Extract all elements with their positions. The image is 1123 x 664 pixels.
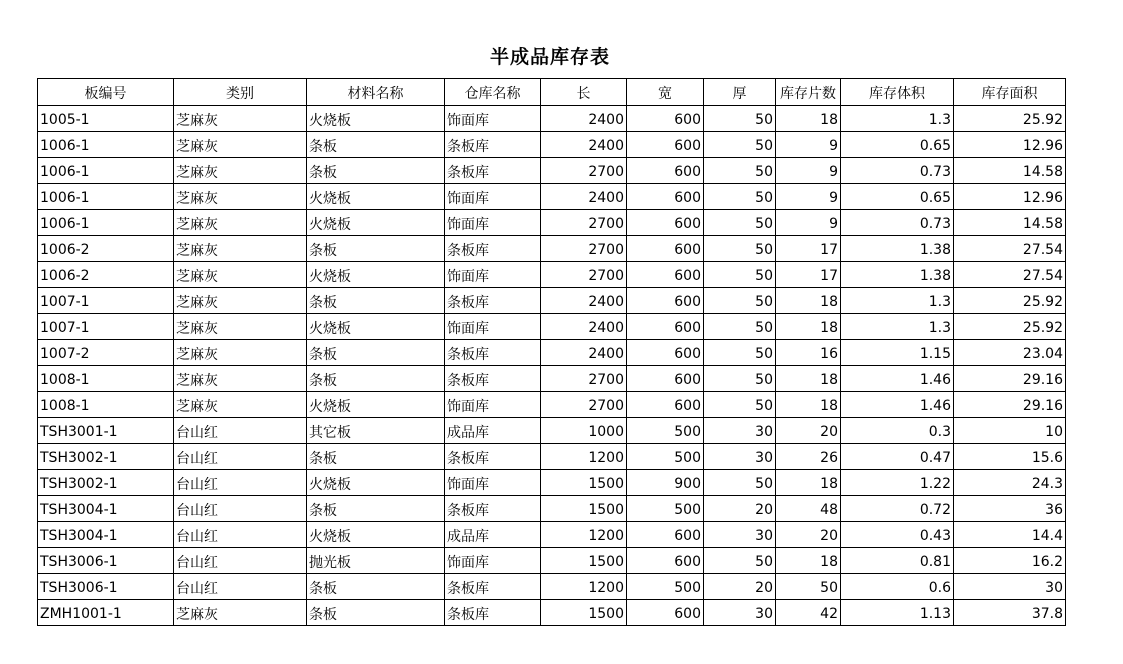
material-name-cell: 火烧板 (307, 470, 445, 496)
thickness-cell: 20 (704, 496, 776, 522)
stock-volume-cell: 1.3 (841, 106, 954, 132)
thickness-cell: 50 (704, 366, 776, 392)
stock-area-cell: 25.92 (954, 314, 1066, 340)
material-name-cell: 条板 (307, 574, 445, 600)
stock-pieces-cell: 9 (776, 158, 841, 184)
stock-area-cell: 14.4 (954, 522, 1066, 548)
category-cell: 台山红 (174, 444, 307, 470)
length-cell: 1500 (541, 548, 627, 574)
board-id-cell: TSH3004-1 (38, 496, 174, 522)
board-id-cell: TSH3006-1 (38, 548, 174, 574)
warehouse-name-cell: 条板库 (445, 158, 541, 184)
stock-area-cell: 10 (954, 418, 1066, 444)
stock-pieces-cell: 18 (776, 314, 841, 340)
stock-area-cell: 25.92 (954, 106, 1066, 132)
warehouse-name-cell: 饰面库 (445, 392, 541, 418)
stock-area-cell: 25.92 (954, 288, 1066, 314)
thickness-cell: 50 (704, 106, 776, 132)
stock-volume-cell: 0.3 (841, 418, 954, 444)
material-name-cell: 火烧板 (307, 106, 445, 132)
thickness-cell: 50 (704, 262, 776, 288)
category-cell: 芝麻灰 (174, 106, 307, 132)
width-cell: 600 (627, 132, 704, 158)
table-row (38, 184, 1066, 210)
width-cell: 900 (627, 470, 704, 496)
thickness-cell: 30 (704, 522, 776, 548)
length-cell: 2700 (541, 210, 627, 236)
stock-volume-cell: 0.73 (841, 158, 954, 184)
stock-volume-cell: 1.38 (841, 236, 954, 262)
board-id-cell: 1006-1 (38, 158, 174, 184)
stock-pieces-cell: 18 (776, 106, 841, 132)
material-name-cell: 条板 (307, 600, 445, 626)
stock-area-cell: 12.96 (954, 184, 1066, 210)
stock-area-cell: 27.54 (954, 236, 1066, 262)
warehouse-name-cell: 条板库 (445, 236, 541, 262)
stock-pieces-cell: 20 (776, 522, 841, 548)
stock-volume-cell: 0.43 (841, 522, 954, 548)
thickness-cell: 50 (704, 548, 776, 574)
length-cell: 1200 (541, 444, 627, 470)
length-cell: 2700 (541, 158, 627, 184)
category-cell: 台山红 (174, 470, 307, 496)
board-id-cell: 1006-1 (38, 132, 174, 158)
warehouse-name-cell: 条板库 (445, 132, 541, 158)
width-cell: 600 (627, 158, 704, 184)
board-id-cell: ZMH1001-1 (38, 600, 174, 626)
stock-pieces-cell: 17 (776, 236, 841, 262)
board-id-cell: 1006-1 (38, 184, 174, 210)
stock-pieces-cell: 48 (776, 496, 841, 522)
category-cell: 芝麻灰 (174, 158, 307, 184)
column-header-warehouse-name: 仓库名称 (445, 79, 541, 106)
material-name-cell: 火烧板 (307, 262, 445, 288)
material-name-cell: 条板 (307, 366, 445, 392)
width-cell: 600 (627, 262, 704, 288)
stock-pieces-cell: 18 (776, 548, 841, 574)
warehouse-name-cell: 条板库 (445, 574, 541, 600)
material-name-cell: 条板 (307, 444, 445, 470)
table-row (38, 470, 1066, 496)
thickness-cell: 50 (704, 314, 776, 340)
table-row (38, 574, 1066, 600)
stock-area-cell: 37.8 (954, 600, 1066, 626)
width-cell: 600 (627, 366, 704, 392)
column-header-width: 宽 (627, 79, 704, 106)
thickness-cell: 50 (704, 184, 776, 210)
length-cell: 2400 (541, 288, 627, 314)
width-cell: 500 (627, 496, 704, 522)
board-id-cell: TSH3004-1 (38, 522, 174, 548)
table-row (38, 340, 1066, 366)
material-name-cell: 条板 (307, 496, 445, 522)
table-row (38, 600, 1066, 626)
length-cell: 2700 (541, 366, 627, 392)
stock-pieces-cell: 17 (776, 262, 841, 288)
column-header-thickness: 厚 (704, 79, 776, 106)
material-name-cell: 条板 (307, 158, 445, 184)
table-row (38, 132, 1066, 158)
category-cell: 芝麻灰 (174, 340, 307, 366)
stock-pieces-cell: 20 (776, 418, 841, 444)
material-name-cell: 条板 (307, 236, 445, 262)
warehouse-name-cell: 成品库 (445, 522, 541, 548)
category-cell: 台山红 (174, 522, 307, 548)
length-cell: 1500 (541, 470, 627, 496)
stock-volume-cell: 1.46 (841, 392, 954, 418)
stock-area-cell: 12.96 (954, 132, 1066, 158)
length-cell: 1200 (541, 574, 627, 600)
stock-volume-cell: 0.47 (841, 444, 954, 470)
table-row (38, 496, 1066, 522)
stock-area-cell: 23.04 (954, 340, 1066, 366)
warehouse-name-cell: 条板库 (445, 600, 541, 626)
length-cell: 2400 (541, 184, 627, 210)
table-row (38, 366, 1066, 392)
category-cell: 芝麻灰 (174, 366, 307, 392)
stock-volume-cell: 1.46 (841, 366, 954, 392)
header-row (38, 79, 1066, 106)
board-id-cell: 1006-1 (38, 210, 174, 236)
thickness-cell: 50 (704, 132, 776, 158)
category-cell: 芝麻灰 (174, 262, 307, 288)
thickness-cell: 30 (704, 444, 776, 470)
board-id-cell: 1005-1 (38, 106, 174, 132)
material-name-cell: 条板 (307, 132, 445, 158)
category-cell: 芝麻灰 (174, 600, 307, 626)
category-cell: 芝麻灰 (174, 184, 307, 210)
width-cell: 500 (627, 444, 704, 470)
thickness-cell: 30 (704, 418, 776, 444)
table-row (38, 210, 1066, 236)
material-name-cell: 火烧板 (307, 392, 445, 418)
width-cell: 600 (627, 210, 704, 236)
warehouse-name-cell: 条板库 (445, 366, 541, 392)
stock-area-cell: 24.3 (954, 470, 1066, 496)
stock-pieces-cell: 50 (776, 574, 841, 600)
width-cell: 600 (627, 106, 704, 132)
category-cell: 芝麻灰 (174, 210, 307, 236)
warehouse-name-cell: 饰面库 (445, 548, 541, 574)
stock-pieces-cell: 26 (776, 444, 841, 470)
stock-pieces-cell: 18 (776, 470, 841, 496)
warehouse-name-cell: 条板库 (445, 288, 541, 314)
stock-pieces-cell: 18 (776, 366, 841, 392)
length-cell: 1200 (541, 522, 627, 548)
thickness-cell: 20 (704, 574, 776, 600)
warehouse-name-cell: 饰面库 (445, 106, 541, 132)
material-name-cell: 抛光板 (307, 548, 445, 574)
table-row (38, 392, 1066, 418)
column-header-category: 类别 (174, 79, 307, 106)
material-name-cell: 其它板 (307, 418, 445, 444)
board-id-cell: 1006-2 (38, 262, 174, 288)
warehouse-name-cell: 饰面库 (445, 314, 541, 340)
table-row (38, 262, 1066, 288)
width-cell: 600 (627, 340, 704, 366)
stock-volume-cell: 1.15 (841, 340, 954, 366)
stock-volume-cell: 0.6 (841, 574, 954, 600)
length-cell: 2400 (541, 314, 627, 340)
stock-area-cell: 16.2 (954, 548, 1066, 574)
width-cell: 600 (627, 548, 704, 574)
width-cell: 600 (627, 236, 704, 262)
inventory-table (37, 78, 1066, 626)
table-row (38, 106, 1066, 132)
thickness-cell: 50 (704, 210, 776, 236)
width-cell: 500 (627, 574, 704, 600)
warehouse-name-cell: 成品库 (445, 418, 541, 444)
board-id-cell: 1008-1 (38, 366, 174, 392)
thickness-cell: 50 (704, 340, 776, 366)
category-cell: 台山红 (174, 418, 307, 444)
stock-area-cell: 29.16 (954, 366, 1066, 392)
table-row (38, 288, 1066, 314)
board-id-cell: TSH3002-1 (38, 470, 174, 496)
stock-volume-cell: 0.65 (841, 184, 954, 210)
stock-pieces-cell: 9 (776, 210, 841, 236)
column-header-material-name: 材料名称 (307, 79, 445, 106)
warehouse-name-cell: 条板库 (445, 444, 541, 470)
stock-volume-cell: 1.13 (841, 600, 954, 626)
material-name-cell: 火烧板 (307, 314, 445, 340)
stock-pieces-cell: 18 (776, 392, 841, 418)
board-id-cell: 1007-1 (38, 288, 174, 314)
table-row (38, 444, 1066, 470)
stock-pieces-cell: 9 (776, 132, 841, 158)
category-cell: 台山红 (174, 574, 307, 600)
warehouse-name-cell: 饰面库 (445, 184, 541, 210)
length-cell: 2400 (541, 106, 627, 132)
material-name-cell: 火烧板 (307, 210, 445, 236)
category-cell: 台山红 (174, 496, 307, 522)
board-id-cell: TSH3002-1 (38, 444, 174, 470)
thickness-cell: 50 (704, 392, 776, 418)
stock-area-cell: 14.58 (954, 158, 1066, 184)
length-cell: 2700 (541, 236, 627, 262)
width-cell: 600 (627, 314, 704, 340)
width-cell: 600 (627, 392, 704, 418)
stock-volume-cell: 0.73 (841, 210, 954, 236)
table-row (38, 236, 1066, 262)
stock-volume-cell: 0.81 (841, 548, 954, 574)
category-cell: 芝麻灰 (174, 288, 307, 314)
board-id-cell: 1008-1 (38, 392, 174, 418)
material-name-cell: 条板 (307, 288, 445, 314)
length-cell: 2700 (541, 392, 627, 418)
column-header-stock-pieces: 库存片数 (776, 79, 841, 106)
table-row (38, 314, 1066, 340)
warehouse-name-cell: 条板库 (445, 340, 541, 366)
length-cell: 1500 (541, 496, 627, 522)
table-row (38, 158, 1066, 184)
board-id-cell: TSH3006-1 (38, 574, 174, 600)
board-id-cell: 1007-1 (38, 314, 174, 340)
warehouse-name-cell: 饰面库 (445, 262, 541, 288)
length-cell: 2400 (541, 340, 627, 366)
warehouse-name-cell: 饰面库 (445, 470, 541, 496)
warehouse-name-cell: 条板库 (445, 496, 541, 522)
stock-area-cell: 14.58 (954, 210, 1066, 236)
stock-volume-cell: 1.3 (841, 314, 954, 340)
thickness-cell: 50 (704, 288, 776, 314)
column-header-length: 长 (541, 79, 627, 106)
category-cell: 台山红 (174, 548, 307, 574)
stock-pieces-cell: 42 (776, 600, 841, 626)
warehouse-name-cell: 饰面库 (445, 210, 541, 236)
category-cell: 芝麻灰 (174, 132, 307, 158)
table-row (38, 522, 1066, 548)
stock-volume-cell: 0.65 (841, 132, 954, 158)
stock-volume-cell: 1.38 (841, 262, 954, 288)
stock-area-cell: 15.6 (954, 444, 1066, 470)
category-cell: 芝麻灰 (174, 236, 307, 262)
thickness-cell: 50 (704, 236, 776, 262)
table-row (38, 548, 1066, 574)
stock-pieces-cell: 9 (776, 184, 841, 210)
stock-area-cell: 36 (954, 496, 1066, 522)
length-cell: 1500 (541, 600, 627, 626)
board-id-cell: 1006-2 (38, 236, 174, 262)
stock-area-cell: 30 (954, 574, 1066, 600)
thickness-cell: 50 (704, 470, 776, 496)
thickness-cell: 50 (704, 158, 776, 184)
width-cell: 600 (627, 600, 704, 626)
width-cell: 600 (627, 522, 704, 548)
material-name-cell: 火烧板 (307, 184, 445, 210)
column-header-board-id: 板编号 (38, 79, 174, 106)
length-cell: 1000 (541, 418, 627, 444)
category-cell: 芝麻灰 (174, 314, 307, 340)
length-cell: 2700 (541, 262, 627, 288)
category-cell: 芝麻灰 (174, 392, 307, 418)
length-cell: 2400 (541, 132, 627, 158)
stock-volume-cell: 1.3 (841, 288, 954, 314)
thickness-cell: 30 (704, 600, 776, 626)
stock-area-cell: 29.16 (954, 392, 1066, 418)
width-cell: 600 (627, 288, 704, 314)
table-body (38, 106, 1066, 626)
stock-volume-cell: 1.22 (841, 470, 954, 496)
material-name-cell: 条板 (307, 340, 445, 366)
column-header-stock-volume: 库存体积 (841, 79, 954, 106)
width-cell: 500 (627, 418, 704, 444)
stock-area-cell: 27.54 (954, 262, 1066, 288)
material-name-cell: 火烧板 (307, 522, 445, 548)
width-cell: 600 (627, 184, 704, 210)
report-title: 半成品库存表 (489, 46, 610, 68)
board-id-cell: 1007-2 (38, 340, 174, 366)
stock-pieces-cell: 18 (776, 288, 841, 314)
column-header-stock-area: 库存面积 (954, 79, 1066, 106)
stock-volume-cell: 0.72 (841, 496, 954, 522)
board-id-cell: TSH3001-1 (38, 418, 174, 444)
table-row (38, 418, 1066, 444)
stock-pieces-cell: 16 (776, 340, 841, 366)
